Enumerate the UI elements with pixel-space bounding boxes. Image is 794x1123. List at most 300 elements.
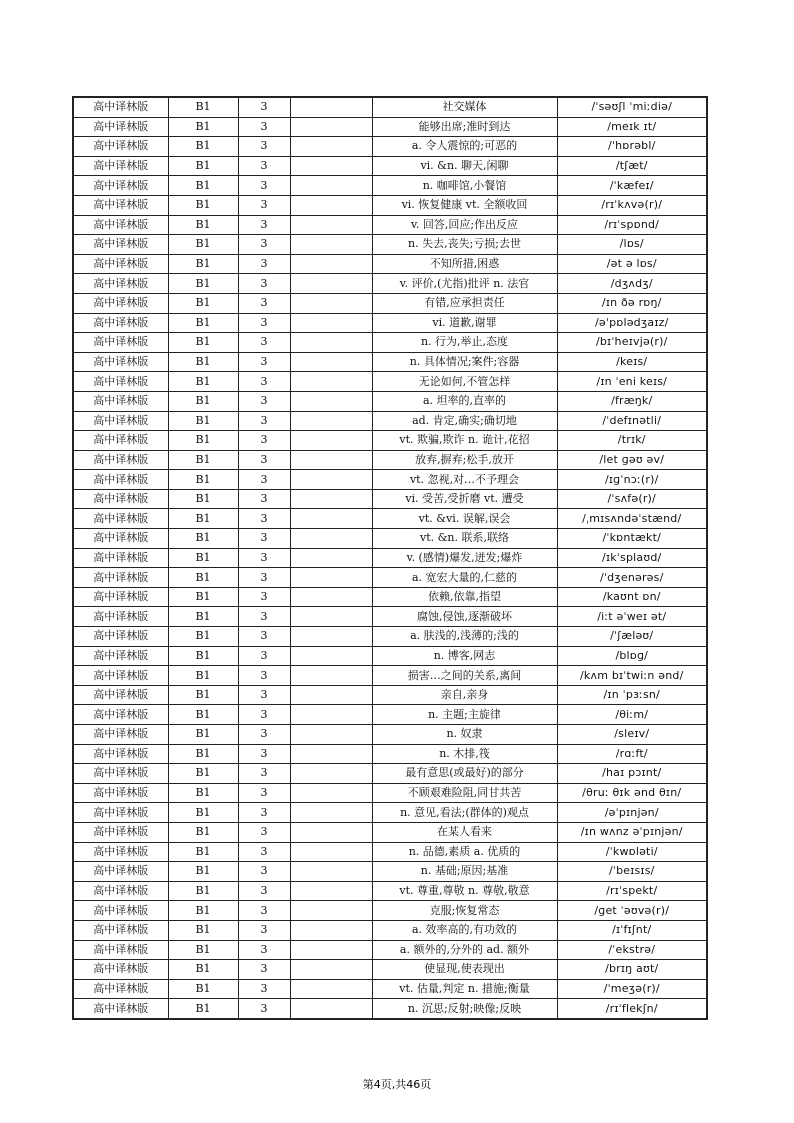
unit-cell: 3 bbox=[238, 744, 290, 764]
table-row bbox=[73, 705, 707, 725]
unit-cell: 3 bbox=[238, 274, 290, 294]
word-cell bbox=[290, 979, 372, 999]
textbook-cell: 高中译林版 bbox=[73, 744, 168, 764]
word-cell bbox=[290, 215, 372, 235]
table-row bbox=[73, 274, 707, 294]
word-cell bbox=[290, 529, 372, 549]
table-row bbox=[73, 293, 707, 313]
level-cell: B1 bbox=[168, 960, 238, 980]
word-cell bbox=[290, 685, 372, 705]
word-cell bbox=[290, 176, 372, 196]
unit-cell: 3 bbox=[238, 293, 290, 313]
level-cell: B1 bbox=[168, 333, 238, 353]
level-cell: B1 bbox=[168, 607, 238, 627]
meaning-cell: vi. &n. 聊天,闲聊 bbox=[372, 156, 557, 176]
textbook-cell: 高中译林版 bbox=[73, 822, 168, 842]
word-cell bbox=[290, 587, 372, 607]
word-cell bbox=[290, 842, 372, 862]
table-row bbox=[73, 176, 707, 196]
level-cell: B1 bbox=[168, 881, 238, 901]
word-cell bbox=[290, 920, 372, 940]
unit-cell: 3 bbox=[238, 156, 290, 176]
phonetic-cell: /ˈdʒenərəs/ bbox=[557, 568, 707, 588]
phonetic-cell: /ˈkæfeɪ/ bbox=[557, 176, 707, 196]
table-row bbox=[73, 431, 707, 451]
textbook-cell: 高中译林版 bbox=[73, 117, 168, 137]
word-cell bbox=[290, 725, 372, 745]
vocabulary-table bbox=[72, 96, 708, 1020]
unit-cell: 3 bbox=[238, 391, 290, 411]
phonetic-cell: /əˈpɒlədʒaɪz/ bbox=[557, 313, 707, 333]
unit-cell: 3 bbox=[238, 411, 290, 431]
meaning-cell: vt. &n. 联系,联络 bbox=[372, 529, 557, 549]
meaning-cell: n. 咖啡馆,小餐馆 bbox=[372, 176, 557, 196]
meaning-cell: vt. 欺骗,欺诈 n. 诡计,花招 bbox=[372, 431, 557, 451]
textbook-cell: 高中译林版 bbox=[73, 725, 168, 745]
meaning-cell: 最有意思(或最好)的部分 bbox=[372, 764, 557, 784]
meaning-cell: vi. 恢复健康 vt. 全额收回 bbox=[372, 195, 557, 215]
meaning-cell: 损害…之间的关系,离间 bbox=[372, 666, 557, 686]
word-cell bbox=[290, 509, 372, 529]
level-cell: B1 bbox=[168, 352, 238, 372]
level-cell: B1 bbox=[168, 117, 238, 137]
word-cell bbox=[290, 940, 372, 960]
textbook-cell: 高中译林版 bbox=[73, 529, 168, 549]
textbook-cell: 高中译林版 bbox=[73, 842, 168, 862]
level-cell: B1 bbox=[168, 195, 238, 215]
textbook-cell: 高中译林版 bbox=[73, 979, 168, 999]
phonetic-cell: /ɪkˈsplaʊd/ bbox=[557, 548, 707, 568]
textbook-cell: 高中译林版 bbox=[73, 431, 168, 451]
unit-cell: 3 bbox=[238, 999, 290, 1019]
meaning-cell: 放弃,摒弃;松手,放开 bbox=[372, 450, 557, 470]
textbook-cell: 高中译林版 bbox=[73, 646, 168, 666]
table-row bbox=[73, 235, 707, 255]
meaning-cell: a. 肤浅的,浅薄的;浅的 bbox=[372, 627, 557, 647]
level-cell: B1 bbox=[168, 705, 238, 725]
textbook-cell: 高中译林版 bbox=[73, 940, 168, 960]
textbook-cell: 高中译林版 bbox=[73, 176, 168, 196]
word-cell bbox=[290, 764, 372, 784]
level-cell: B1 bbox=[168, 97, 238, 117]
unit-cell: 3 bbox=[238, 881, 290, 901]
level-cell: B1 bbox=[168, 215, 238, 235]
meaning-cell: 不顾艰难险阻,同甘共苦 bbox=[372, 783, 557, 803]
textbook-cell: 高中译林版 bbox=[73, 685, 168, 705]
table-row bbox=[73, 979, 707, 999]
table-row bbox=[73, 509, 707, 529]
phonetic-cell: /ˈmeʒə(r)/ bbox=[557, 979, 707, 999]
meaning-cell: n. 行为,举止,态度 bbox=[372, 333, 557, 353]
phonetic-cell: /brɪŋ aʊt/ bbox=[557, 960, 707, 980]
phonetic-cell: /ˈekstrə/ bbox=[557, 940, 707, 960]
table-row bbox=[73, 666, 707, 686]
textbook-cell: 高中译林版 bbox=[73, 705, 168, 725]
meaning-cell: vt. 估量,判定 n. 措施;衡量 bbox=[372, 979, 557, 999]
meaning-cell: n. 沉思;反射;映像;反映 bbox=[372, 999, 557, 1019]
meaning-cell: ad. 肯定,确实;确切地 bbox=[372, 411, 557, 431]
level-cell: B1 bbox=[168, 254, 238, 274]
unit-cell: 3 bbox=[238, 195, 290, 215]
textbook-cell: 高中译林版 bbox=[73, 254, 168, 274]
meaning-cell: 在某人看来 bbox=[372, 822, 557, 842]
phonetic-cell: /rɑːft/ bbox=[557, 744, 707, 764]
unit-cell: 3 bbox=[238, 176, 290, 196]
phonetic-cell: /ɪn ðə rɒŋ/ bbox=[557, 293, 707, 313]
unit-cell: 3 bbox=[238, 822, 290, 842]
phonetic-cell: /ɪn ˈpɜːsn/ bbox=[557, 685, 707, 705]
table-row bbox=[73, 822, 707, 842]
word-cell bbox=[290, 960, 372, 980]
level-cell: B1 bbox=[168, 293, 238, 313]
phonetic-cell: /blɒɡ/ bbox=[557, 646, 707, 666]
word-cell bbox=[290, 646, 372, 666]
unit-cell: 3 bbox=[238, 372, 290, 392]
level-cell: B1 bbox=[168, 979, 238, 999]
level-cell: B1 bbox=[168, 156, 238, 176]
level-cell: B1 bbox=[168, 666, 238, 686]
level-cell: B1 bbox=[168, 822, 238, 842]
textbook-cell: 高中译林版 bbox=[73, 881, 168, 901]
phonetic-cell: /θiːm/ bbox=[557, 705, 707, 725]
phonetic-cell: /bɪˈheɪvjə(r)/ bbox=[557, 333, 707, 353]
meaning-cell: a. 额外的,分外的 ad. 额外 bbox=[372, 940, 557, 960]
meaning-cell: v. (感情)爆发,迸发;爆炸 bbox=[372, 548, 557, 568]
textbook-cell: 高中译林版 bbox=[73, 391, 168, 411]
word-cell bbox=[290, 822, 372, 842]
word-cell bbox=[290, 117, 372, 137]
word-cell bbox=[290, 548, 372, 568]
table-row bbox=[73, 117, 707, 137]
level-cell: B1 bbox=[168, 862, 238, 882]
word-cell bbox=[290, 333, 372, 353]
textbook-cell: 高中译林版 bbox=[73, 352, 168, 372]
unit-cell: 3 bbox=[238, 470, 290, 490]
phonetic-cell: /ɡet ˈəʊvə(r)/ bbox=[557, 901, 707, 921]
unit-cell: 3 bbox=[238, 587, 290, 607]
textbook-cell: 高中译林版 bbox=[73, 627, 168, 647]
unit-cell: 3 bbox=[238, 783, 290, 803]
textbook-cell: 高中译林版 bbox=[73, 235, 168, 255]
meaning-cell: a. 坦率的,直率的 bbox=[372, 391, 557, 411]
page-number-footer: 第4页,共46页 bbox=[362, 1078, 432, 1091]
meaning-cell: n. 意见,看法;(群体的)观点 bbox=[372, 803, 557, 823]
unit-cell: 3 bbox=[238, 509, 290, 529]
table-row bbox=[73, 333, 707, 353]
phonetic-cell: /iːt əˈweɪ ət/ bbox=[557, 607, 707, 627]
table-row bbox=[73, 764, 707, 784]
unit-cell: 3 bbox=[238, 901, 290, 921]
level-cell: B1 bbox=[168, 450, 238, 470]
meaning-cell: n. 品德,素质 a. 优质的 bbox=[372, 842, 557, 862]
word-cell bbox=[290, 744, 372, 764]
unit-cell: 3 bbox=[238, 705, 290, 725]
unit-cell: 3 bbox=[238, 529, 290, 549]
level-cell: B1 bbox=[168, 176, 238, 196]
phonetic-cell: /ɪn ˈeni keɪs/ bbox=[557, 372, 707, 392]
phonetic-cell: /ˈdefɪnətli/ bbox=[557, 411, 707, 431]
level-cell: B1 bbox=[168, 235, 238, 255]
level-cell: B1 bbox=[168, 548, 238, 568]
textbook-cell: 高中译林版 bbox=[73, 862, 168, 882]
table-row bbox=[73, 783, 707, 803]
meaning-cell: vi. 道歉,谢罪 bbox=[372, 313, 557, 333]
phonetic-cell: /rɪˈspekt/ bbox=[557, 881, 707, 901]
meaning-cell: a. 令人震惊的;可恶的 bbox=[372, 137, 557, 157]
table-row bbox=[73, 862, 707, 882]
table-row bbox=[73, 685, 707, 705]
word-cell bbox=[290, 901, 372, 921]
phonetic-cell: /let ɡəʊ əv/ bbox=[557, 450, 707, 470]
textbook-cell: 高中译林版 bbox=[73, 587, 168, 607]
phonetic-cell: /kʌm bɪˈtwiːn ənd/ bbox=[557, 666, 707, 686]
level-cell: B1 bbox=[168, 999, 238, 1019]
meaning-cell: vt. 尊重,尊敬 n. 尊敬,敬意 bbox=[372, 881, 557, 901]
phonetic-cell: /keɪs/ bbox=[557, 352, 707, 372]
word-cell bbox=[290, 862, 372, 882]
unit-cell: 3 bbox=[238, 764, 290, 784]
textbook-cell: 高中译林版 bbox=[73, 783, 168, 803]
level-cell: B1 bbox=[168, 744, 238, 764]
level-cell: B1 bbox=[168, 274, 238, 294]
meaning-cell: 依赖,依靠,指望 bbox=[372, 587, 557, 607]
unit-cell: 3 bbox=[238, 333, 290, 353]
textbook-cell: 高中译林版 bbox=[73, 548, 168, 568]
meaning-cell: n. 具体情况;案件;容器 bbox=[372, 352, 557, 372]
phonetic-cell: /fræŋk/ bbox=[557, 391, 707, 411]
table-row bbox=[73, 587, 707, 607]
textbook-cell: 高中译林版 bbox=[73, 411, 168, 431]
meaning-cell: v. 评价,(尤指)批评 n. 法官 bbox=[372, 274, 557, 294]
table-row bbox=[73, 627, 707, 647]
phonetic-cell: /haɪ pɔɪnt/ bbox=[557, 764, 707, 784]
word-cell bbox=[290, 254, 372, 274]
phonetic-cell: /kaʊnt ɒn/ bbox=[557, 587, 707, 607]
table-row bbox=[73, 960, 707, 980]
unit-cell: 3 bbox=[238, 685, 290, 705]
textbook-cell: 高中译林版 bbox=[73, 195, 168, 215]
unit-cell: 3 bbox=[238, 607, 290, 627]
level-cell: B1 bbox=[168, 391, 238, 411]
word-cell bbox=[290, 705, 372, 725]
meaning-cell: v. 回答,回应;作出反应 bbox=[372, 215, 557, 235]
level-cell: B1 bbox=[168, 431, 238, 451]
table-row bbox=[73, 156, 707, 176]
table-row bbox=[73, 901, 707, 921]
phonetic-cell: /ɪn wʌnz əˈpɪnjən/ bbox=[557, 822, 707, 842]
level-cell: B1 bbox=[168, 803, 238, 823]
table-row bbox=[73, 470, 707, 490]
textbook-cell: 高中译林版 bbox=[73, 372, 168, 392]
unit-cell: 3 bbox=[238, 862, 290, 882]
table-row bbox=[73, 842, 707, 862]
table-row bbox=[73, 940, 707, 960]
textbook-cell: 高中译林版 bbox=[73, 568, 168, 588]
level-cell: B1 bbox=[168, 372, 238, 392]
phonetic-cell: /ˈsʌfə(r)/ bbox=[557, 489, 707, 509]
unit-cell: 3 bbox=[238, 803, 290, 823]
phonetic-cell: /ˈʃæləʊ/ bbox=[557, 627, 707, 647]
word-cell bbox=[290, 137, 372, 157]
phonetic-cell: /tʃæt/ bbox=[557, 156, 707, 176]
word-cell bbox=[290, 235, 372, 255]
level-cell: B1 bbox=[168, 783, 238, 803]
table-row bbox=[73, 137, 707, 157]
textbook-cell: 高中译林版 bbox=[73, 509, 168, 529]
level-cell: B1 bbox=[168, 646, 238, 666]
table-row bbox=[73, 450, 707, 470]
word-cell bbox=[290, 803, 372, 823]
meaning-cell: 亲自,亲身 bbox=[372, 685, 557, 705]
textbook-cell: 高中译林版 bbox=[73, 450, 168, 470]
table-row bbox=[73, 646, 707, 666]
phonetic-cell: /meɪk ɪt/ bbox=[557, 117, 707, 137]
level-cell: B1 bbox=[168, 313, 238, 333]
textbook-cell: 高中译林版 bbox=[73, 97, 168, 117]
textbook-cell: 高中译林版 bbox=[73, 489, 168, 509]
level-cell: B1 bbox=[168, 137, 238, 157]
meaning-cell: 社交媒体 bbox=[372, 97, 557, 117]
level-cell: B1 bbox=[168, 901, 238, 921]
meaning-cell: vi. 受苦,受折磨 vt. 遭受 bbox=[372, 489, 557, 509]
word-cell bbox=[290, 607, 372, 627]
phonetic-cell: /ˈkɒntækt/ bbox=[557, 529, 707, 549]
unit-cell: 3 bbox=[238, 627, 290, 647]
word-cell bbox=[290, 627, 372, 647]
meaning-cell: a. 效率高的,有功效的 bbox=[372, 920, 557, 940]
level-cell: B1 bbox=[168, 725, 238, 745]
unit-cell: 3 bbox=[238, 548, 290, 568]
unit-cell: 3 bbox=[238, 97, 290, 117]
unit-cell: 3 bbox=[238, 920, 290, 940]
table-row bbox=[73, 725, 707, 745]
word-cell bbox=[290, 999, 372, 1019]
word-cell bbox=[290, 450, 372, 470]
textbook-cell: 高中译林版 bbox=[73, 313, 168, 333]
level-cell: B1 bbox=[168, 842, 238, 862]
vocabulary-table-body bbox=[73, 97, 707, 1019]
textbook-cell: 高中译林版 bbox=[73, 137, 168, 157]
word-cell bbox=[290, 470, 372, 490]
textbook-cell: 高中译林版 bbox=[73, 999, 168, 1019]
phonetic-cell: /rɪˈflekʃn/ bbox=[557, 999, 707, 1019]
table-row bbox=[73, 195, 707, 215]
phonetic-cell: /ɪɡˈnɔː(r)/ bbox=[557, 470, 707, 490]
table-row bbox=[73, 372, 707, 392]
meaning-cell: 克服;恢复常态 bbox=[372, 901, 557, 921]
word-cell bbox=[290, 568, 372, 588]
table-row bbox=[73, 352, 707, 372]
textbook-cell: 高中译林版 bbox=[73, 803, 168, 823]
phonetic-cell: /ˈsəʊʃl ˈmiːdiə/ bbox=[557, 97, 707, 117]
table-row bbox=[73, 411, 707, 431]
level-cell: B1 bbox=[168, 489, 238, 509]
phonetic-cell: /lɒs/ bbox=[557, 235, 707, 255]
unit-cell: 3 bbox=[238, 450, 290, 470]
textbook-cell: 高中译林版 bbox=[73, 901, 168, 921]
meaning-cell: 腐蚀,侵蚀,逐渐破坏 bbox=[372, 607, 557, 627]
unit-cell: 3 bbox=[238, 235, 290, 255]
phonetic-cell: /ˈbeɪsɪs/ bbox=[557, 862, 707, 882]
word-cell bbox=[290, 783, 372, 803]
table-row bbox=[73, 254, 707, 274]
meaning-cell: n. 奴隶 bbox=[372, 725, 557, 745]
unit-cell: 3 bbox=[238, 215, 290, 235]
meaning-cell: n. 失去,丧失;亏损;去世 bbox=[372, 235, 557, 255]
table-row bbox=[73, 999, 707, 1019]
word-cell bbox=[290, 391, 372, 411]
phonetic-cell: /ˌmɪsʌndəˈstænd/ bbox=[557, 509, 707, 529]
table-row bbox=[73, 391, 707, 411]
textbook-cell: 高中译林版 bbox=[73, 156, 168, 176]
word-cell bbox=[290, 97, 372, 117]
word-cell bbox=[290, 489, 372, 509]
meaning-cell: 使显现,使表现出 bbox=[372, 960, 557, 980]
unit-cell: 3 bbox=[238, 568, 290, 588]
textbook-cell: 高中译林版 bbox=[73, 764, 168, 784]
word-cell bbox=[290, 431, 372, 451]
level-cell: B1 bbox=[168, 685, 238, 705]
unit-cell: 3 bbox=[238, 979, 290, 999]
unit-cell: 3 bbox=[238, 842, 290, 862]
table-row bbox=[73, 744, 707, 764]
meaning-cell: vt. 忽视,对…不予理会 bbox=[372, 470, 557, 490]
phonetic-cell: /rɪˈspɒnd/ bbox=[557, 215, 707, 235]
table-row bbox=[73, 568, 707, 588]
phonetic-cell: /θruː θɪk ənd θɪn/ bbox=[557, 783, 707, 803]
level-cell: B1 bbox=[168, 411, 238, 431]
unit-cell: 3 bbox=[238, 117, 290, 137]
level-cell: B1 bbox=[168, 627, 238, 647]
meaning-cell: 不知所措,困惑 bbox=[372, 254, 557, 274]
table-row bbox=[73, 607, 707, 627]
meaning-cell: 有错,应承担责任 bbox=[372, 293, 557, 313]
textbook-cell: 高中译林版 bbox=[73, 666, 168, 686]
meaning-cell: n. 主题;主旋律 bbox=[372, 705, 557, 725]
word-cell bbox=[290, 195, 372, 215]
level-cell: B1 bbox=[168, 470, 238, 490]
meaning-cell: vt. &vi. 误解,误会 bbox=[372, 509, 557, 529]
unit-cell: 3 bbox=[238, 725, 290, 745]
unit-cell: 3 bbox=[238, 666, 290, 686]
unit-cell: 3 bbox=[238, 960, 290, 980]
word-cell bbox=[290, 666, 372, 686]
table-row bbox=[73, 548, 707, 568]
phonetic-cell: /ət ə lɒs/ bbox=[557, 254, 707, 274]
word-cell bbox=[290, 293, 372, 313]
phonetic-cell: /trɪk/ bbox=[557, 431, 707, 451]
unit-cell: 3 bbox=[238, 940, 290, 960]
meaning-cell: 能够出席;准时到达 bbox=[372, 117, 557, 137]
unit-cell: 3 bbox=[238, 489, 290, 509]
textbook-cell: 高中译林版 bbox=[73, 274, 168, 294]
level-cell: B1 bbox=[168, 764, 238, 784]
table-row bbox=[73, 313, 707, 333]
textbook-cell: 高中译林版 bbox=[73, 333, 168, 353]
word-cell bbox=[290, 881, 372, 901]
unit-cell: 3 bbox=[238, 431, 290, 451]
phonetic-cell: /sleɪv/ bbox=[557, 725, 707, 745]
table-row bbox=[73, 489, 707, 509]
word-cell bbox=[290, 156, 372, 176]
table-row bbox=[73, 881, 707, 901]
phonetic-cell: /ˈkwɒləti/ bbox=[557, 842, 707, 862]
phonetic-cell: /əˈpɪnjən/ bbox=[557, 803, 707, 823]
table-row bbox=[73, 803, 707, 823]
textbook-cell: 高中译林版 bbox=[73, 920, 168, 940]
meaning-cell: n. 基础;原因;基准 bbox=[372, 862, 557, 882]
table-row bbox=[73, 529, 707, 549]
